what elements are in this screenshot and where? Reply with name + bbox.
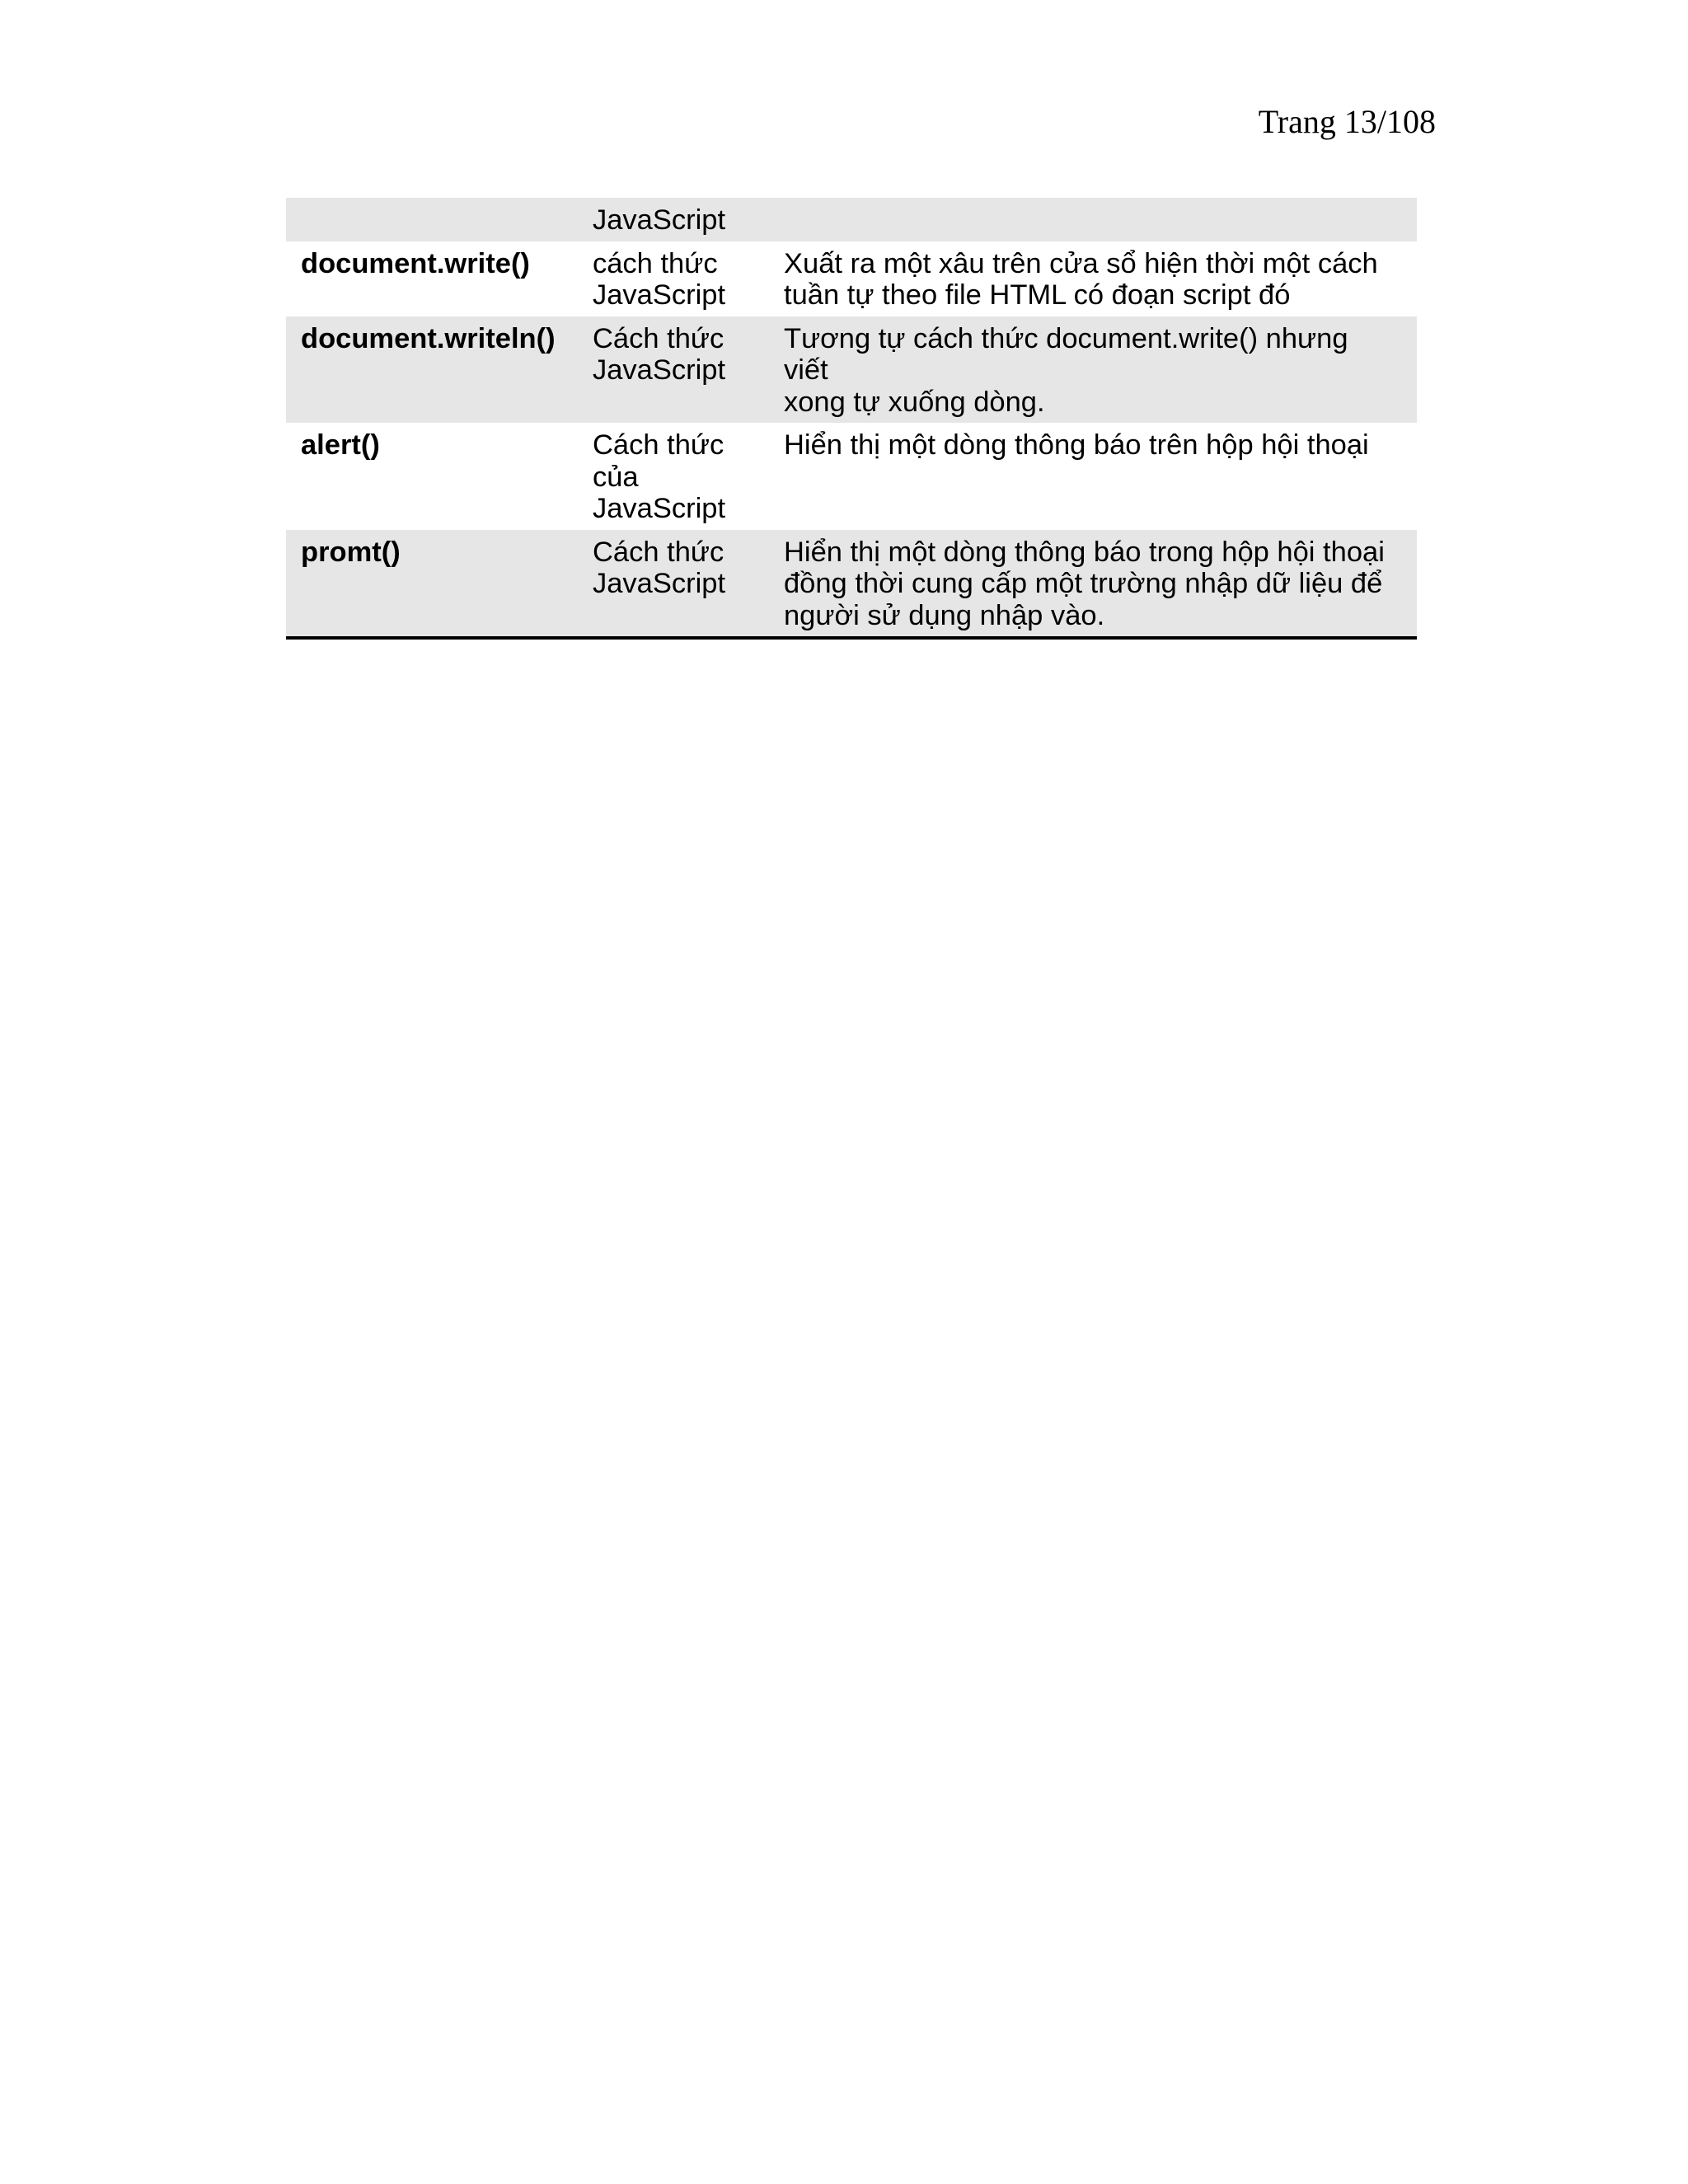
method-name-cell: document.write()	[301, 247, 530, 279]
table-row	[286, 316, 1417, 424]
table-row	[286, 198, 1417, 241]
table-row	[286, 423, 1417, 530]
method-name-cell: document.writeln()	[286, 316, 578, 424]
method-description-cell: Hiển thị một dòng thông báo trong hộp hội thoại đồng thời cung cấp một trường nhập dữ liệu để người sử dụng nhập vào.	[772, 530, 1417, 639]
method-type-cell: JavaScript	[578, 198, 772, 241]
method-description-cell: Xuất ra một xâu trên cửa sổ hiện thời một cách tuần tự theo file HTML có đoạn script đó	[784, 247, 1378, 311]
method-type-cell: Cách thức JavaScript	[578, 530, 772, 639]
method-description-cell: Tương tự cách thức document.write() nhưng viết xong tự xuống dòng.	[772, 316, 1417, 424]
method-type-cell: Cách thức của JavaScript	[593, 429, 726, 524]
method-description-cell: Hiển thị một dòng thông báo trên hộp hội thoại	[784, 429, 1369, 461]
method-type-cell: Cách thức JavaScript	[578, 316, 772, 424]
page-number: Trang 13/108	[1258, 103, 1436, 140]
table-row	[286, 241, 1417, 316]
method-name-cell: promt()	[286, 530, 578, 639]
method-description-cell	[772, 198, 1417, 241]
method-type-cell: cách thức JavaScript	[593, 247, 726, 311]
methods-table	[286, 198, 1417, 640]
table-row	[286, 530, 1417, 639]
method-name-cell: alert()	[301, 429, 380, 461]
method-name-cell	[286, 198, 578, 241]
